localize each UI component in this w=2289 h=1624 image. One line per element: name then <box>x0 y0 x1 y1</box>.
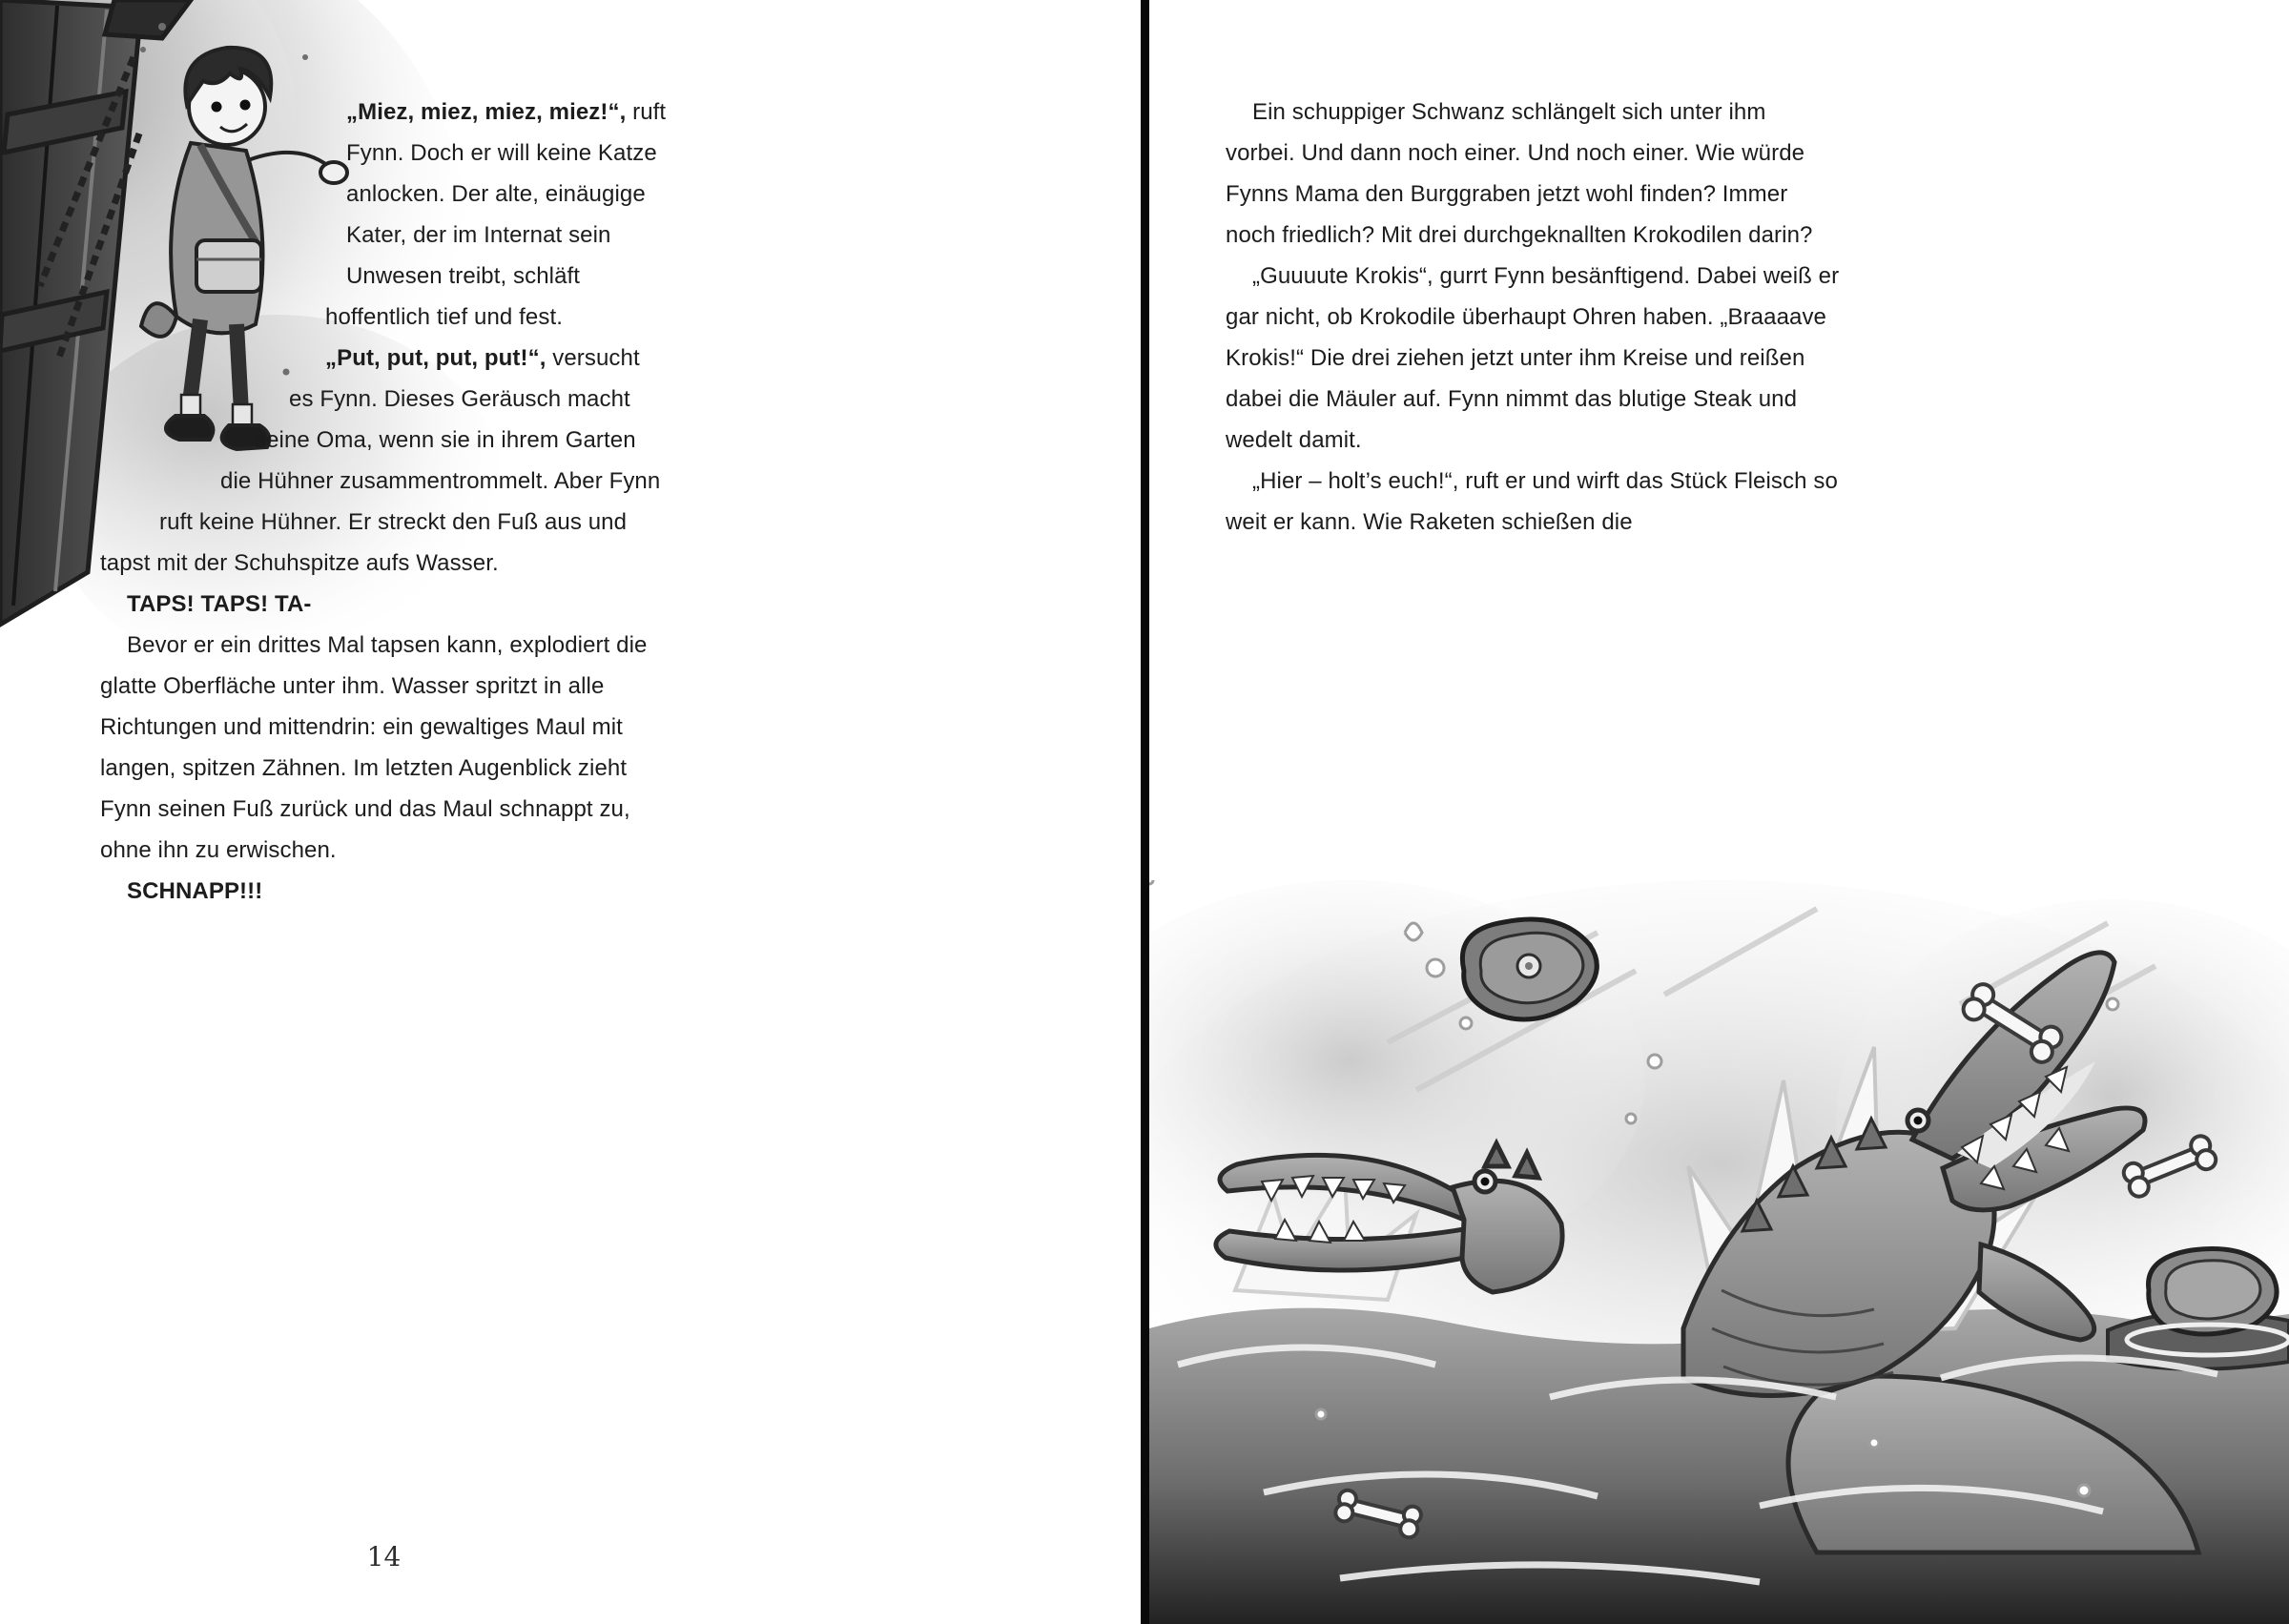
page-divider <box>1141 0 1149 1624</box>
bold-lead: „Put, put, put, put!“, <box>325 345 546 371</box>
paragraph: Ein schuppiger Schwanz schlängelt sich unter ihm vorbei. Und dann noch einer. Und noch einer. Wie würde Fynns Mama den Burggraben jetzt wohl finden? Immer noch friedlich? Mit drei durchgeknallten Krokodilen darin? <box>1226 99 1813 248</box>
paragraph: Bevor er ein drittes Mal tapsen kann, explodiert die glatte Oberfläche unter ihm. Wasser spritzt in alle Richtungen und mittendrin: ein gewaltiges Maul mit langen, spitzen Zähnen. Im letzten Augenblick zieht Fynn seinen Fuß zurück und das Maul schnappt zu, ohne ihn zu erwischen. <box>100 632 648 863</box>
text-wrap-spacer <box>100 461 220 502</box>
shout-line: SCHNAPP!!! <box>127 878 263 904</box>
left-page <box>0 0 1141 1624</box>
paragraph-text: versucht es Fynn. Dieses Geräusch macht seine Oma, wenn sie in ihrem Garten die Hühner zusammentrommelt. Aber Fynn ruft keine Hühner. Er streckt den Fuß aus und tapst mit der Schuhspitze aufs Wasser. <box>100 345 661 576</box>
paragraph-text: ruft Fynn. Doch er will keine Katze anlocken. Der alte, einäugige Kater, der im Internat sein Unwesen treibt, schläft hoffentlich tief und fest. <box>325 99 667 330</box>
page-number: 14 <box>366 1541 402 1573</box>
right-text-column <box>1226 92 1841 543</box>
text-wrap-spacer <box>100 420 255 461</box>
text-wrap-spacer <box>100 379 289 420</box>
text-wrap-spacer <box>100 502 159 543</box>
bold-lead: „Miez, miez, miez, miez!“, <box>346 99 627 125</box>
text-wrap-spacer <box>100 92 346 297</box>
left-text-column <box>100 92 668 912</box>
crocodiles-illustration <box>1149 880 2289 1624</box>
right-page <box>1149 0 2289 1624</box>
shout-line: TAPS! TAPS! TA- <box>127 591 312 617</box>
paragraph: „Guuuute Krokis“, gurrt Fynn besänftigend. Dabei weiß er gar nicht, ob Krokodile überhaupt Ohren haben. „Braaaave Krokis!“ Die drei ziehen jetzt unter ihm Kreise und reißen dabei die Mäuler auf. Fynn nimmt das blutige Steak und wedelt damit. <box>1226 263 1840 453</box>
text-wrap-spacer <box>100 297 325 379</box>
paragraph: „Hier – holt’s euch!“, ruft er und wirft das Stück Fleisch so weit er kann. Wie Raketen schießen die <box>1226 468 1838 535</box>
